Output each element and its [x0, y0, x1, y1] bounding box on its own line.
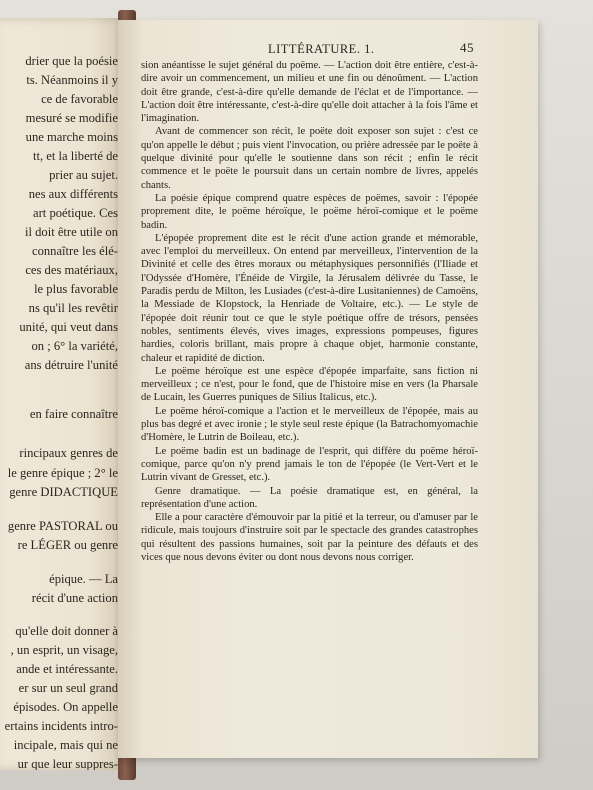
left-page-line: en faire connaître — [29, 407, 118, 421]
paragraph: Le poëme badin est un badinage de l'esprit, qui diffère du poëme héroï-comique, parce qu'on n'y prend jamais le ton de l'épopée (le Vert-Vert et le Lutrin vivant de Gresset, etc.). — [141, 445, 478, 484]
left-page-line: il doit être utile on — [24, 225, 118, 239]
paragraph: Avant de commencer son récit, le poëte doit exposer son sujet : c'est ce qu'on appelle le début ; puis vient l'invocation, ou prière adressée par le poëte à quelque divinité pour qu'elle le soutienne dans son récit ; enfin le récit commence et le poëte le poursuit dans un certain nombre de livres, appelés chants. — [141, 126, 478, 191]
left-page-line: épisodes. On appelle — [13, 700, 118, 714]
left-page-line: on ; 6° la variété, — [31, 339, 118, 353]
paragraph: La poésie épique comprend quatre espèces de poëmes, savoir : l'épopée proprement dite, le poëme héroïque, le poëme héroï-comique et le poëme badin. — [141, 192, 478, 231]
page-body — [141, 59, 478, 564]
left-page — [0, 18, 128, 770]
left-page-line: nes aux différents — [28, 187, 118, 201]
left-page-line: re LÉGER ou genre — [17, 538, 118, 552]
paragraph: Genre dramatique. — La poésie dramatique est, en général, la représentation d'une action. — [141, 485, 478, 510]
left-page-line: art poétique. Ces — [33, 206, 118, 220]
page-number: 45 — [460, 40, 474, 55]
left-page-line: ns qu'il les revêtir — [28, 301, 118, 315]
left-page-line: ertains incidents intro- — [4, 719, 118, 733]
left-page-line: ce de favorable — [41, 92, 118, 106]
left-page-line: ces des matériaux, — [25, 263, 118, 277]
left-page-line: qu'elle doit donner à — [15, 624, 118, 638]
left-page-line: er sur un seul grand — [18, 681, 118, 695]
left-page-line: genre DIDACTIQUE — [9, 485, 118, 499]
left-page-line: tt, et la liberté de — [33, 149, 118, 163]
running-head: LITTÉRATURE. 1. — [268, 42, 375, 56]
left-page-line: ans détruire l'unité — [24, 358, 118, 372]
left-page-line: , un esprit, un visage, — [10, 643, 118, 657]
paragraph: Elle a pour caractère d'émouvoir par la pitié et la terreur, ou d'amuser par le ridicule, mais toujours d'instruire soit par le spectacle des grandes catastrophes qui résultent des passions humaines, soit par la peinture des défauts et des vices que nous devons éviter ou dont nous devons nous corriger. — [141, 512, 478, 563]
left-page-line: mesuré se modifie — [25, 111, 118, 125]
left-page-line: drier que la poésie — [25, 54, 118, 68]
left-page-line: genre PASTORAL ou — [7, 519, 118, 533]
left-page-line: le plus favorable — [34, 282, 118, 296]
paragraph: L'épopée proprement dite est le récit d'une action grande et mémorable, avec l'emploi du merveilleux. On entend par merveilleux, l'intervention de la Divinité et celle des êtres moraux ou métaphysiques personnifiés (l'Iliade et l'Odyssée d'Homère, l'Énéide de Virgile, la Jérusalem délivrée du Tasse, le Paradis perdu de Milton, les Lusiades (c'est-à-dire Lusitaniennes) de Camoëns, la Messiade de Klopstock, la Henriade de Voltaire, etc.). — Le style de l'épopée doit réunir tout ce que le style poétique offre de trésors, pensées nobles, sentiments élevés, vives images, expressions pompeuses, figures hardies, coloris brillant, mais propre à chaque objet, harmonie constante, chaleur et rapidité de diction. — [141, 232, 478, 364]
left-page-line: ts. Néanmoins il y — [26, 73, 118, 87]
left-page-line: épique. — La — [49, 572, 118, 586]
left-page-line: le genre épique ; 2° le — [7, 466, 118, 480]
left-page-line: rincipaux genres de — [19, 446, 118, 460]
left-page-line: incipale, mais qui ne — [13, 738, 118, 752]
paragraph: sion anéantisse le sujet général du poëme. — L'action doit être entière, c'est-à-dire avoir un commencement, un milieu et une fin ou dénoûment. — L'action doit être grande, c'est-à-dire qu'elle demande de l'éclat et de l'importance. — L'action doit être intéressante, c'est-à-dire qu'elle doit attacher à la fois l'âme et l'imagination. — [141, 60, 478, 125]
left-page-line: connaître les élé- — [31, 244, 118, 258]
left-page-line: ur que leur suppres- — [17, 757, 118, 770]
left-page-line: récit d'une action — [31, 591, 118, 605]
left-page-line: prier au sujet. — [49, 168, 118, 182]
paragraph: Le poëme héroïque est une espèce d'épopée imparfaite, sans fiction ni merveilleux ; ce n'est, pour le fond, que de l'histoire mise en vers (la Pharsale de Lucain, les Guerres puniques de Silius Italicus, etc.). — [141, 365, 478, 404]
left-page-line: ande et intéressante. — [16, 662, 118, 676]
left-page-line: une marche moins — [25, 130, 118, 144]
paragraph: Le poëme héroï-comique a l'action et le merveilleux de l'épopée, mais au plus bas degré et avec ironie ; le style seul reste épique (la Batrachomyomachie d'Homère, le Lutrin de Boileau, etc.). — [141, 405, 478, 444]
left-page-line: unité, qui veut dans — [19, 320, 118, 334]
